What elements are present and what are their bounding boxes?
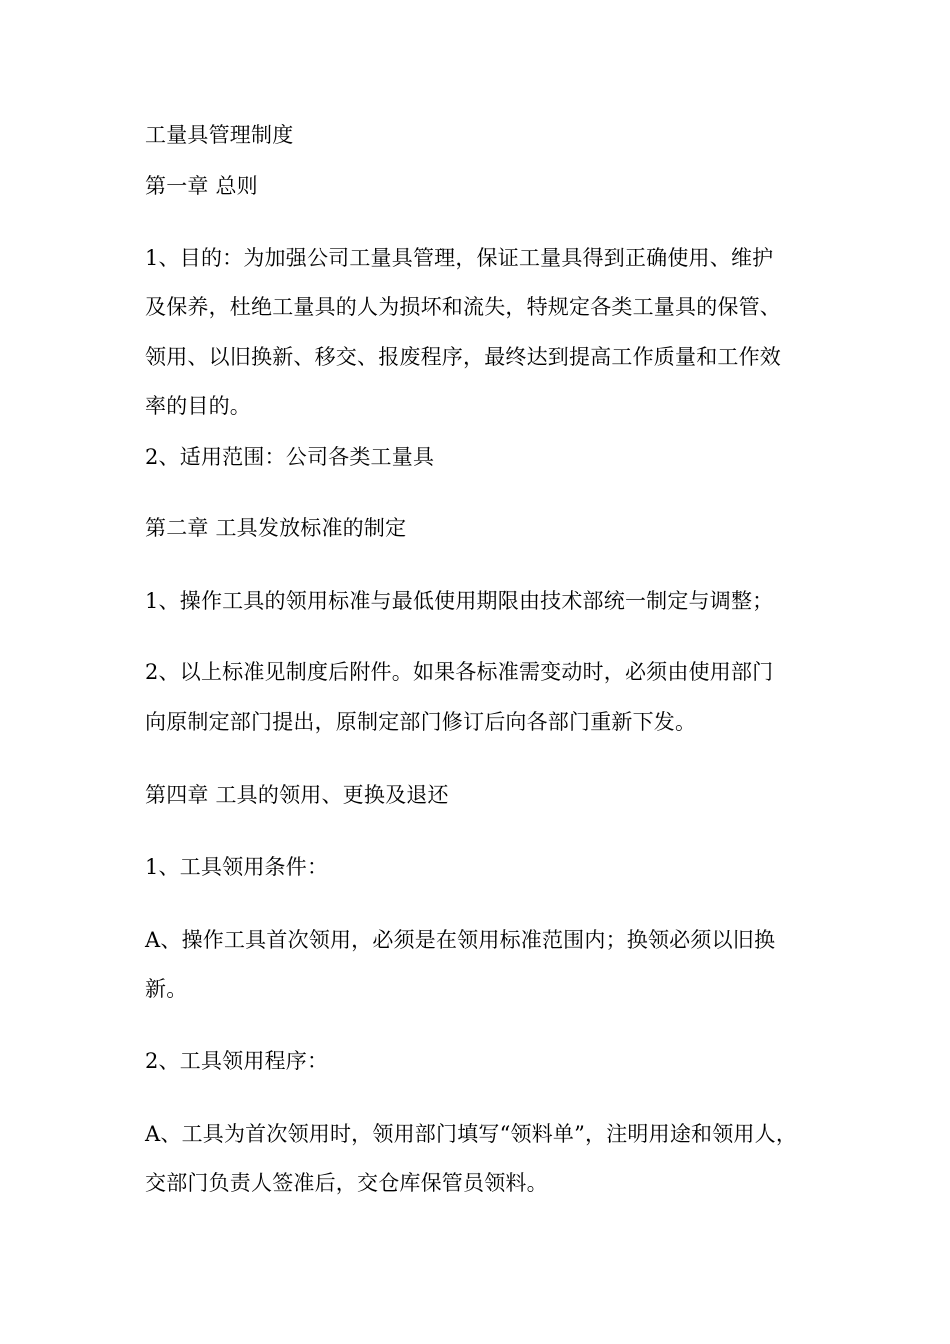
chapter1-item1-line1: 1、目的：为加强公司工量具管理，保证工量具得到正确使用、维护: [145, 246, 774, 270]
chapter4-item1a-line1: A、操作工具首次领用，必须是在领用标准范围内；换领必须以旧换: [145, 928, 776, 952]
chapter4-heading: 第四章 工具的领用、更换及退还: [145, 783, 449, 807]
document-title: 工量具管理制度: [145, 123, 294, 147]
chapter4-item1a-line2: 新。: [145, 977, 188, 1001]
chapter4-item2a-line2: 交部门负责人签准后，交仓库保管员领料。: [145, 1171, 548, 1195]
chapter2-item2-line1: 2、以上标准见制度后附件。如果各标准需变动时，必须由使用部门: [145, 660, 774, 684]
chapter4-item1: 1、工具领用条件：: [145, 855, 329, 879]
chapter1-heading: 第一章 总则: [145, 174, 258, 198]
chapter1-item2: 2、适用范围：公司各类工量具: [145, 445, 435, 469]
chapter2-item2-line2: 向原制定部门提出，原制定部门修订后向各部门重新下发。: [145, 710, 697, 734]
chapter1-item1-line3: 领用、以旧换新、移交、报废程序，最终达到提高工作质量和工作效: [145, 345, 781, 369]
chapter4-item2: 2、工具领用程序：: [145, 1049, 329, 1073]
chapter2-heading: 第二章 工具发放标准的制定: [145, 516, 407, 540]
chapter1-item1-line4: 率的目的。: [145, 394, 251, 418]
chapter1-item1-line2: 及保养，杜绝工量具的人为损坏和流失，特规定各类工量具的保管、: [145, 295, 781, 319]
chapter4-item2a-line1: A、工具为首次领用时，领用部门填写“领料单”，注明用途和领用人，: [145, 1122, 798, 1146]
chapter2-item1: 1、操作工具的领用标准与最低使用期限由技术部统一制定与调整；: [145, 589, 774, 613]
